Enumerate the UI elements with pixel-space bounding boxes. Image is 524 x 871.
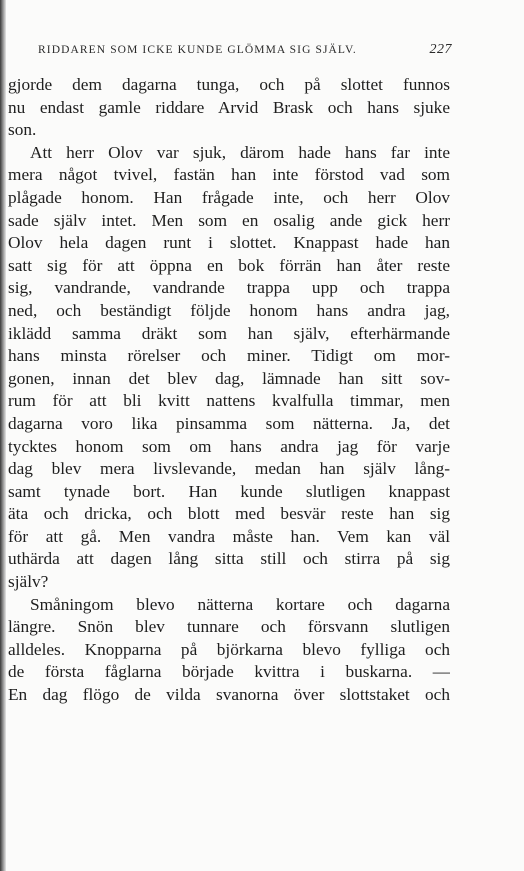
text-line: dag blev mera livslevande, medan han själv lång- (8, 459, 450, 479)
text-line: plågade honom. Han frågade inte, och herr Olov (8, 187, 450, 207)
text-line: för att gå. Men vandra måste han. Vem kan väl (8, 526, 450, 546)
text-line: iklädd samma dräkt som han själv, efterhärmande (8, 323, 450, 343)
text-line: Att herr Olov var sjuk, därom hade hans far inte (30, 142, 450, 162)
text-line: nu endast gamle riddare Arvid Brask och hans sjuke (8, 97, 450, 117)
text-line: mera något tvivel, fastän han inte förstod vad som (8, 165, 450, 185)
text-line: sig, vandrande, vandrande trappa upp och trappa (8, 278, 450, 298)
text-line: längre. Snön blev tunnare och försvann slutligen (8, 617, 450, 637)
text-line: ned, och beständigt följde honom hans andra jag, (8, 300, 450, 320)
text-line: äta och dricka, och blott med besvär reste han sig (8, 504, 450, 524)
body-text (8, 74, 450, 707)
text-line: Småningom blevo nätterna kortare och dagarna (30, 594, 450, 614)
text-line: samt tynade bort. Han kunde slutligen knappast (8, 481, 450, 501)
text-line: alldeles. Knopparna på björkarna blevo fylliga och (8, 639, 450, 659)
page-gutter-shadow (0, 0, 6, 871)
text-line: själv? (8, 572, 49, 592)
text-line: uthärda att dagen lång sitta still och stirra på sig (8, 549, 450, 569)
text-line: dagarna voro lika pinsamma som nätterna. Ja, det (8, 413, 450, 433)
text-line: son. (8, 120, 37, 140)
text-line: hans minsta rörelser och miner. Tidigt om mor- (8, 346, 450, 366)
text-line: gjorde dem dagarna tunga, och på slottet funnos (8, 75, 450, 94)
text-line: de första fåglarna började kvittra i buskarna. — (8, 662, 450, 682)
text-line: En dag flögo de vilda svanorna över slottstaket och (8, 685, 450, 705)
text-line: gonen, innan det blev dag, lämnade han sitt sov- (8, 368, 450, 388)
running-head (38, 44, 452, 62)
running-head-title: RIDDAREN SOM ICKE KUNDE GLÖMMA SIG SJÄLV. (38, 44, 357, 56)
text-line: sade själv intet. Men som en osalig ande gick herr (8, 210, 450, 230)
text-line: rum för att bli kvitt nattens kvalfulla timmar, men (8, 391, 450, 411)
text-line: Olov hela dagen runt i slottet. Knappast hade han (8, 233, 450, 253)
page-number: 227 (429, 42, 452, 57)
text-line: tycktes honom som om hans andra jag för varje (8, 436, 450, 456)
text-line: satt sig för att öppna en bok förrän han åter reste (8, 255, 450, 275)
